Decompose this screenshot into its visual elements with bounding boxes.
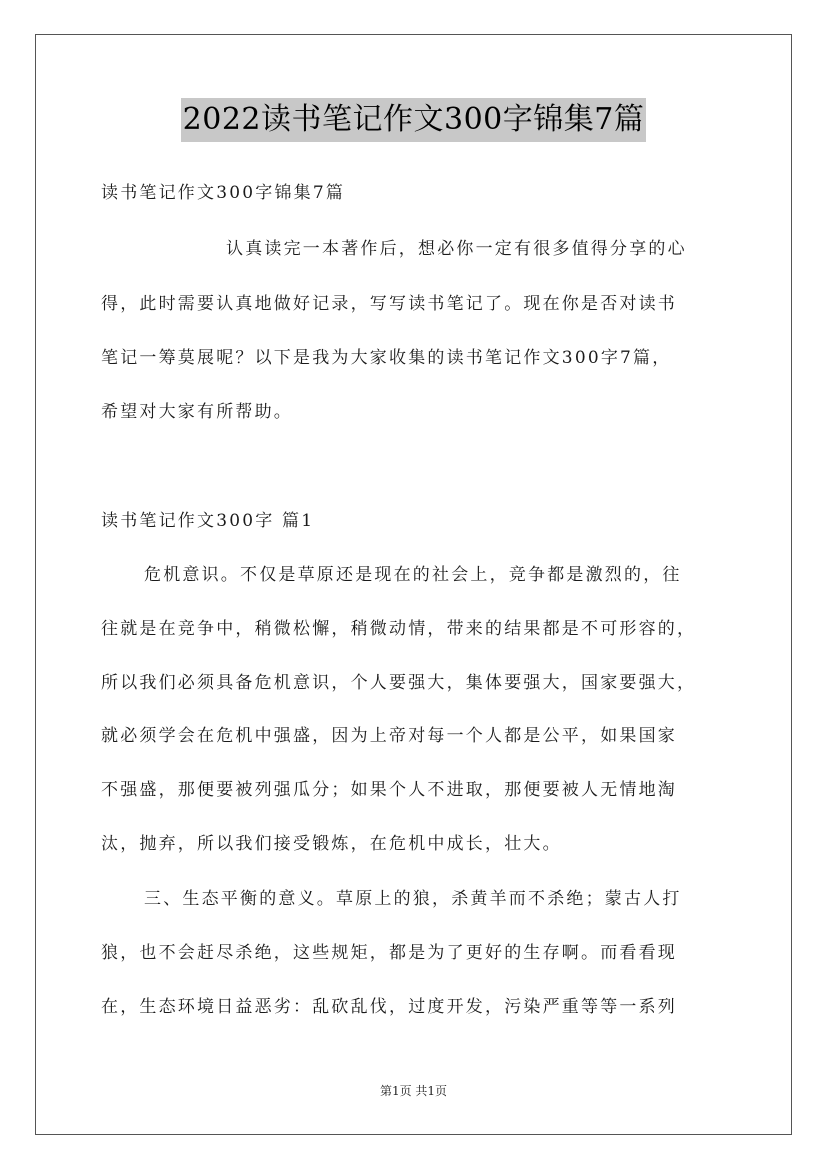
section-heading: 读书笔记作文300字 篇1: [101, 511, 315, 531]
paragraph-line: 汰，抛弃，所以我们接受锻炼，在危机中成长，壮大。: [101, 834, 562, 854]
paragraph-line: 三、生态平衡的意义。草原上的狼，杀黄羊而不杀绝；蒙古人打: [144, 889, 682, 909]
intro-line: 笔记一筹莫展呢？以下是我为大家收集的读书笔记作文300字7篇，: [101, 348, 672, 368]
page-footer: 第1页 共1页: [379, 1084, 448, 1098]
paragraph-line: 往就是在竞争中，稍微松懈，稍微动情，带来的结果都是不可形容的，: [101, 619, 697, 639]
paragraph-line: 狼，也不会赶尽杀绝，这些规矩，都是为了更好的生存啊。而看看现: [101, 943, 677, 963]
document-title: 2022读书笔记作文300字锦集7篇: [181, 98, 647, 142]
intro-line: 认真读完一本著作后，想必你一定有很多值得分享的心: [226, 239, 687, 259]
intro-line: 得，此时需要认真地做好记录，写写读书笔记了。现在你是否对读书: [101, 294, 677, 314]
paragraph-line: 不强盛，那便要被列强瓜分；如果个人不进取，那便要被人无情地淘: [101, 780, 677, 800]
document-subtitle: 读书笔记作文300字锦集7篇: [101, 183, 346, 203]
intro-line: 希望对大家有所帮助。: [101, 402, 293, 422]
paragraph-line: 危机意识。不仅是草原还是现在的社会上，竞争都是激烈的，往: [144, 565, 682, 585]
paragraph-line: 所以我们必须具备危机意识，个人要强大，集体要强大，国家要强大，: [101, 673, 697, 693]
paragraph-line: 就必须学会在危机中强盛，因为上帝对每一个人都是公平，如果国家: [101, 726, 677, 746]
title-container: [0, 98, 827, 142]
paragraph-line: 在，生态环境日益恶劣：乱砍乱伐，过度开发，污染严重等等一系列: [101, 997, 677, 1017]
